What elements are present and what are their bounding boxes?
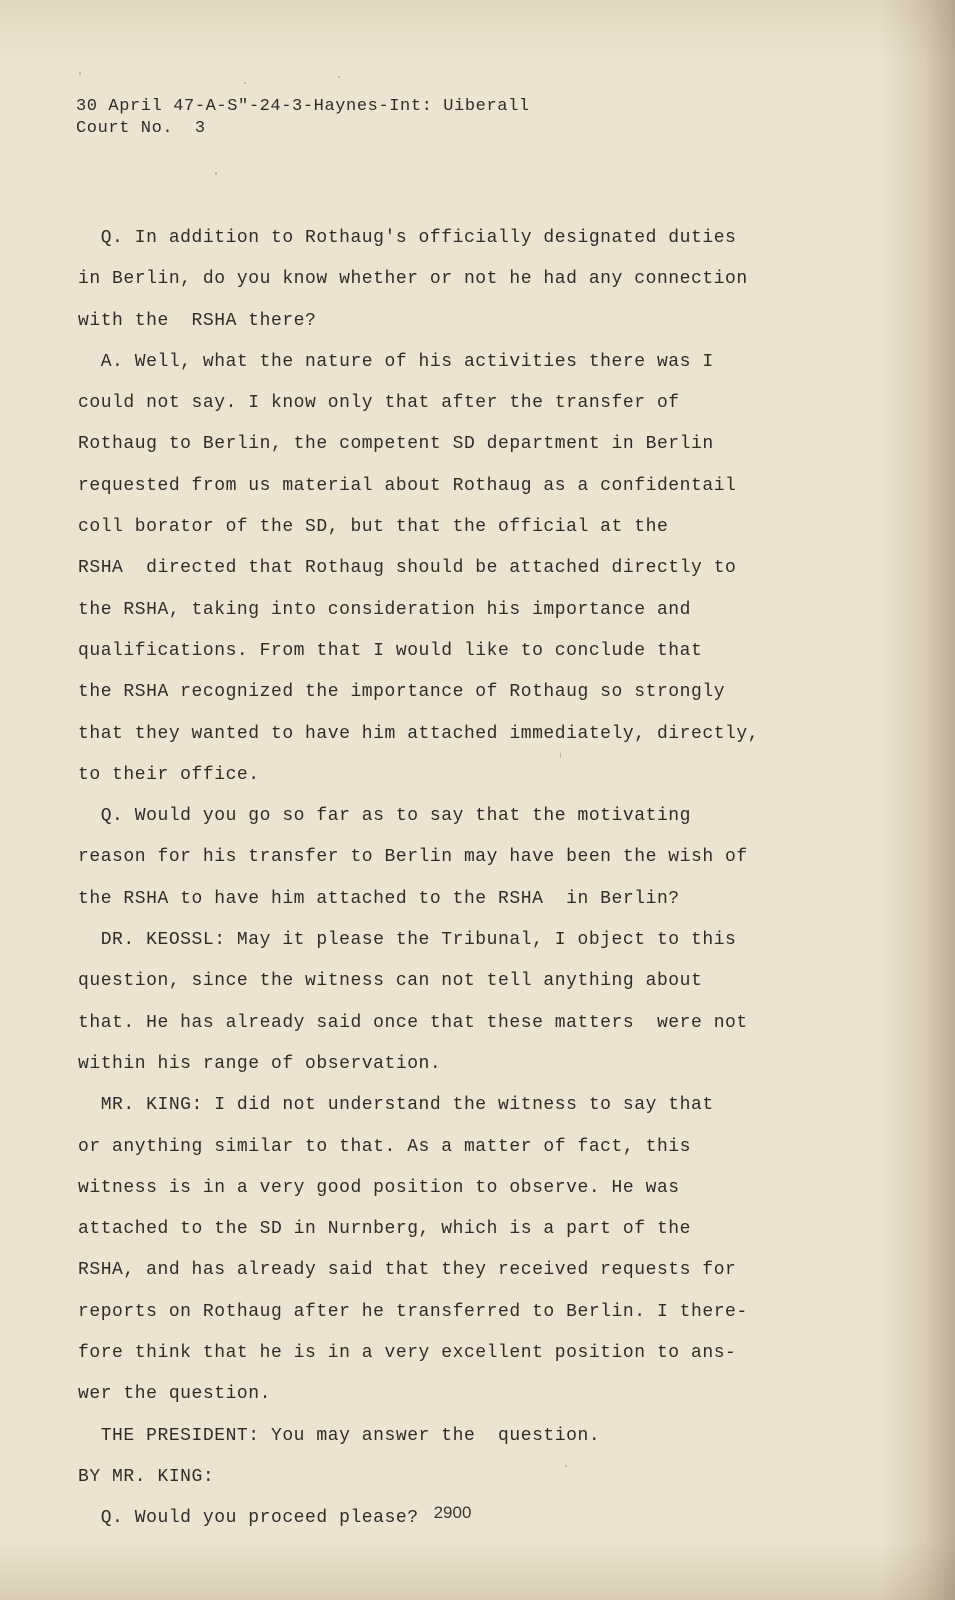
transcript-line: within his range of observation.	[78, 1053, 442, 1074]
paper-speck	[560, 752, 561, 758]
paper-speck	[79, 72, 81, 75]
transcript-body	[78, 218, 838, 1540]
transcript-line: qualifications. From that I would like to conclude that	[78, 640, 703, 661]
transcript-line: the RSHA, taking into consideration his importance and	[78, 599, 691, 620]
document-header	[76, 96, 530, 140]
transcript-line: DR. KEOSSL: May it please the Tribunal, I object to this	[78, 930, 737, 951]
transcript-line: the RSHA to have him attached to the RSHA in Berlin?	[78, 888, 680, 909]
transcript-line: question, since the witness can not tell anything about	[78, 971, 703, 992]
paper-speck	[565, 1465, 567, 1467]
paper-speck	[338, 76, 340, 78]
paper-speck	[244, 82, 246, 84]
transcript-line: in Berlin, do you know whether or not he had any connection	[78, 269, 748, 290]
transcript-line: MR. KING: I did not understand the witness to say that	[78, 1095, 714, 1116]
transcript-line: requested from us material about Rothaug as a confidentail	[78, 475, 737, 496]
transcript-line: RSHA directed that Rothaug should be attached directly to	[78, 558, 737, 579]
transcript-line: that they wanted to have him attached immediately, directly,	[78, 723, 760, 744]
transcript-line: or anything similar to that. As a matter of fact, this	[78, 1136, 691, 1157]
transcript-line: coll borator of the SD, but that the official at the	[78, 517, 669, 538]
transcript-line: fore think that he is in a very excellent position to ans-	[78, 1343, 737, 1364]
transcript-line: witness is in a very good position to observe. He was	[78, 1177, 680, 1198]
transcript-line: the RSHA recognized the importance of Rothaug so strongly	[78, 682, 726, 703]
transcript-line: to their office.	[78, 764, 260, 785]
transcript-line: attached to the SD in Nurnberg, which is a part of the	[78, 1219, 691, 1240]
header-session-line: 30 April 47-A-S"-24-3-Haynes-Int: Uiberall	[76, 97, 530, 116]
transcript-line: Rothaug to Berlin, the competent SD department in Berlin	[78, 434, 714, 455]
transcript-line: with the RSHA there?	[78, 310, 317, 331]
transcript-line: reports on Rothaug after he transferred to Berlin. I there-	[78, 1301, 748, 1322]
transcript-line: reason for his transfer to Berlin may have been the wish of	[78, 847, 748, 868]
transcript-line: A. Well, what the nature of his activities there was I	[78, 351, 714, 372]
transcript-line: Q. Would you go so far as to say that the motivating	[78, 806, 691, 827]
transcript-line: Q. Would you proceed please?	[78, 1508, 419, 1529]
transcript-line: wer the question.	[78, 1384, 271, 1405]
transcript-line: THE PRESIDENT: You may answer the question.	[78, 1425, 601, 1446]
transcript-line: could not say. I know only that after the transfer of	[78, 393, 680, 414]
transcript-line: RSHA, and has already said that they received requests for	[78, 1260, 737, 1281]
header-court-line: Court No. 3	[76, 119, 206, 138]
transcript-line: BY MR. KING:	[78, 1466, 215, 1487]
paper-speck	[215, 172, 217, 175]
page-number: 2900	[433, 1503, 472, 1522]
transcript-line: that. He has already said once that these matters were not	[78, 1012, 748, 1033]
transcript-line: Q. In addition to Rothaug's officially designated duties	[78, 228, 737, 248]
